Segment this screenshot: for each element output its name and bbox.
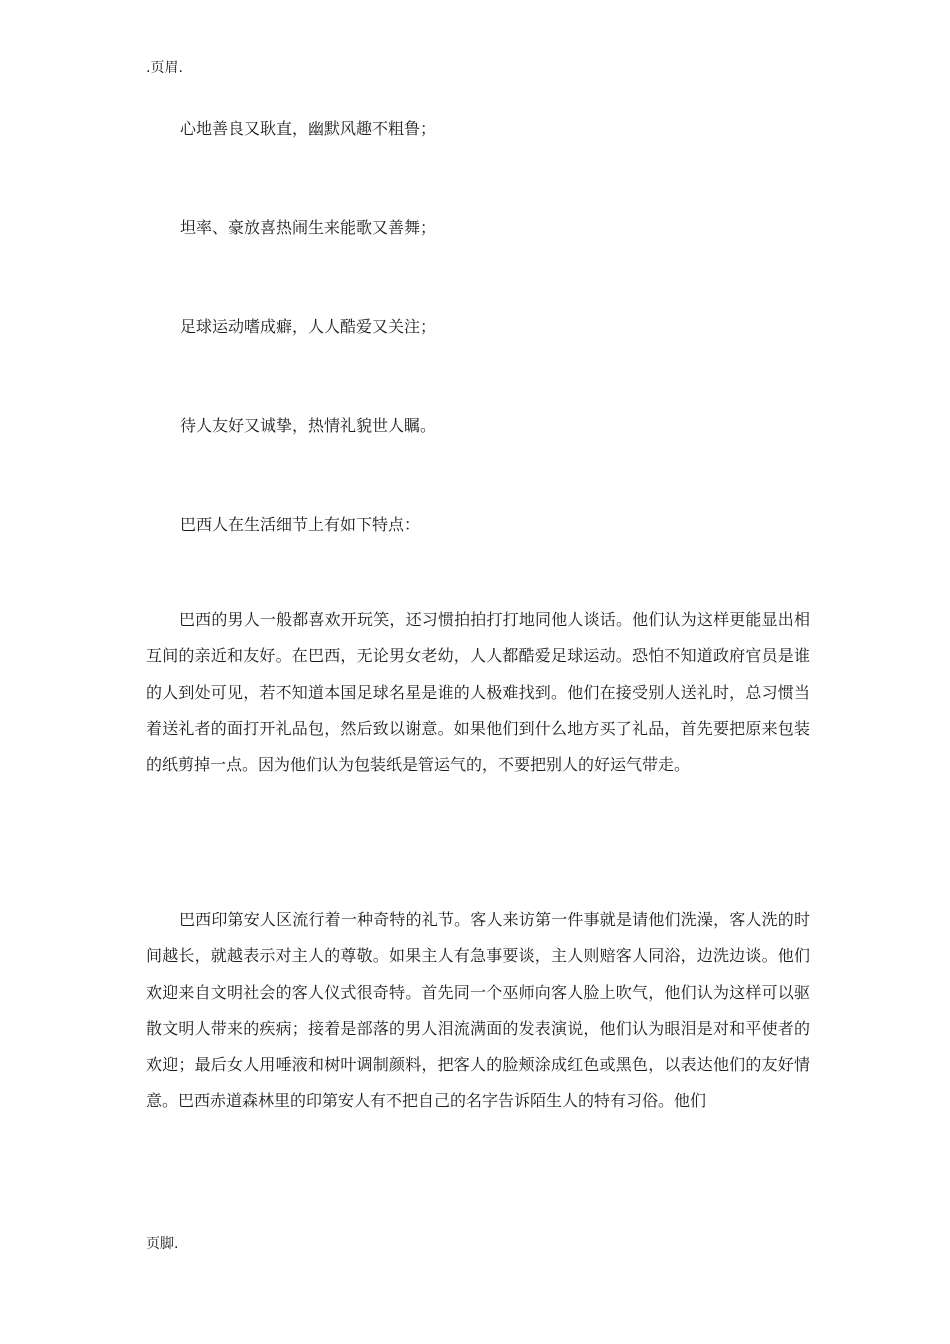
paragraph-brazilian-men: 巴西的男人一般都喜欢开玩笑，还习惯拍拍打打地同他人谈话。他们认为这样更能显出相互间的亲近和友好。在巴西，无论男女老幼，人人都酷爱足球运动。恐怕不知道政府官员是谁的人到处可见，若不知道本国足球名星是谁的人极难找到。他们在接受别人送礼时，总习惯当着送礼者的面打开礼品包，然后致以谢意。如果他们到什么地方买了礼品，首先要把原来包装的纸剪掉一点。因为他们认为包装纸是管运气的，不要把别人的好运气带走。 — [146, 610, 810, 775]
poem-line-2: 坦率、豪放喜热闹生来能歌又善舞； — [180, 218, 437, 237]
page-header: .页眉. — [146, 60, 183, 76]
poem-line-1: 心地善良又耿直，幽默风趣不粗鲁； — [180, 119, 437, 138]
poem-line-3: 足球运动嗜成癖，人人酷爱又关注； — [180, 317, 437, 336]
paragraph-indigenous-customs: 巴西印第安人区流行着一种奇特的礼节。客人来访第一件事就是请他们洗澡，客人洗的时间越长，就越表示对主人的尊敬。如果主人有急事要谈，主人则赔客人同浴，边洗边谈。他们欢迎来自文明社会的客人仪式很奇特。首先同一个巫师向客人脸上吹气，他们认为这样可以驱散文明人带来的疾病；接着是部落的男人泪流满面的发表演说，他们认为眼泪是对和平使者的欢迎；最后女人用唾液和树叶调制颜料，把客人的脸颊涂成红色或黑色，以表达他们的友好情意。巴西赤道森林里的印第安人有不把自己的名字告诉陌生人的特有习俗。他们 — [146, 910, 810, 1111]
poem-line-4: 待人友好又诚挚，热情礼貌世人瞩。 — [180, 416, 437, 435]
intro-line: 巴西人在生活细节上有如下特点： — [180, 515, 421, 534]
page-footer: 页脚. — [146, 1236, 179, 1252]
